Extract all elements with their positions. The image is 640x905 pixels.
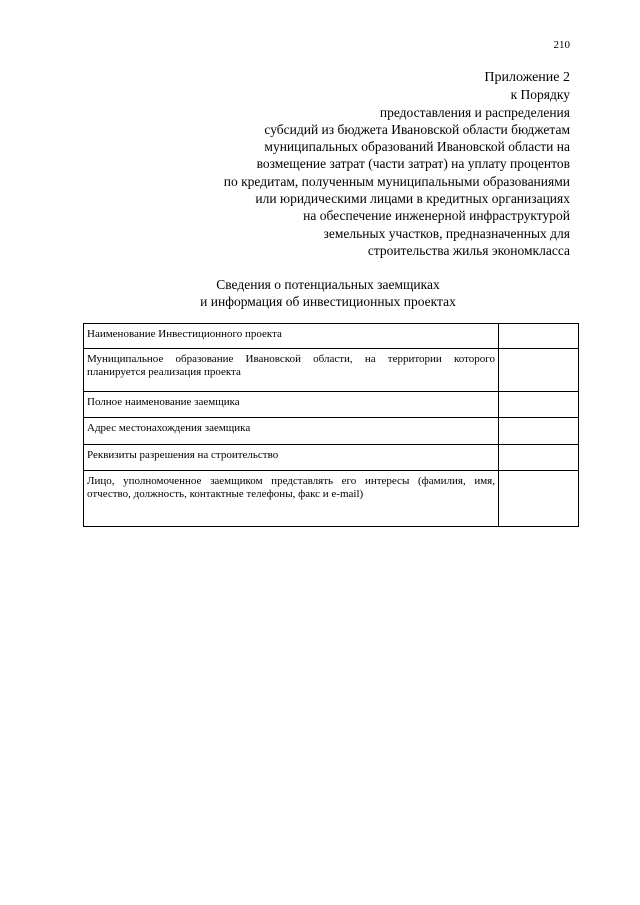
appendix-line: субсидий из бюджета Ивановской области бюджетам	[264, 121, 570, 137]
appendix-line: к Порядку	[510, 87, 570, 103]
table-row	[84, 392, 579, 418]
row-label-project-name: Наименование Инвестиционного проекта	[84, 324, 499, 349]
row-value-borrower-address	[499, 418, 579, 445]
row-label-authorized-person: Лицо, уполномоченное заемщиком представлять его интересы (фамилия, имя, отчество, должность, контактные телефоны, факс и e-mail)	[84, 471, 499, 527]
appendix-line: по кредитам, полученным муниципальными образованиями	[223, 173, 570, 189]
appendix-line: на обеспечение инженерной инфраструктурой	[303, 208, 570, 224]
document-title-line-1: Сведения о потенциальных заемщиках	[216, 277, 440, 292]
table-row	[84, 324, 579, 349]
appendix-title: Приложение 2	[484, 70, 570, 85]
appendix-header	[110, 69, 570, 259]
row-label-building-permit: Реквизиты разрешения на строительство	[84, 445, 499, 471]
row-label-borrower-name: Полное наименование заемщика	[84, 392, 499, 418]
appendix-line: или юридическими лицами в кредитных организациях	[255, 191, 570, 207]
row-value-authorized-person	[499, 471, 579, 527]
appendix-line: муниципальных образований Ивановской области на	[264, 139, 570, 155]
appendix-line: предоставления и распределения	[379, 104, 570, 120]
table-row	[84, 445, 579, 471]
row-value-building-permit	[499, 445, 579, 471]
row-label-borrower-address: Адрес местонахождения заемщика	[84, 418, 499, 445]
table-row	[84, 418, 579, 445]
table-row	[84, 349, 579, 392]
appendix-line: строительства жилья экономкласса	[367, 242, 570, 258]
appendix-line: возмещение затрат (части затрат) на уплату процентов	[256, 156, 570, 172]
row-value-borrower-name	[499, 392, 579, 418]
appendix-line: земельных участков, предназначенных для	[323, 225, 570, 241]
document-title-line-2: и информация об инвестиционных проектах	[200, 294, 456, 309]
row-label-municipality: Муниципальное образование Ивановской области, на территории которого планируется реализация проекта	[84, 349, 499, 392]
row-value-project-name	[499, 324, 579, 349]
row-value-municipality	[499, 349, 579, 392]
page-number: 210	[553, 39, 570, 51]
document-title	[0, 276, 640, 310]
table-row	[84, 471, 579, 527]
borrower-info-table	[83, 323, 579, 527]
